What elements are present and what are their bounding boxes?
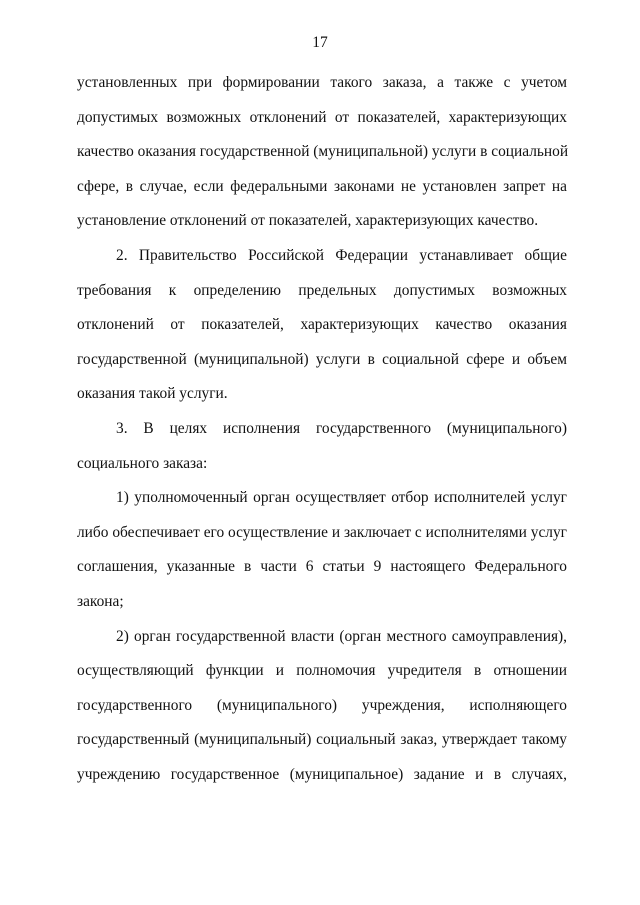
text-line: установление отклонений от показателей, характеризующих качество. [77, 212, 539, 230]
text-line: сфере, в случае, если федеральными законами не установлен запрет на [77, 177, 567, 195]
text-line: 3. В целях исполнения государственного (муниципального) [116, 419, 567, 437]
text-line: 1) уполномоченный орган осуществляет отбор исполнителей услуг [116, 489, 567, 507]
page-number: 17 [312, 34, 328, 51]
text-line: допустимых возможных отклонений от показателей, характеризующих [77, 108, 567, 126]
text-line: государственный (муниципальный) социальный заказ, утверждает такому [77, 731, 567, 749]
paragraph-item-2 [77, 239, 567, 412]
text-line: социального заказа: [77, 454, 208, 472]
text-line: либо обеспечивает его осуществление и заключает с исполнителями услуг [77, 523, 567, 541]
text-line: осуществляющий функции и полномочия учредителя в отношении [77, 662, 567, 680]
paragraph-subitem-2 [77, 620, 567, 793]
document-body [77, 66, 567, 792]
paragraph-continuation [77, 66, 567, 239]
text-line: качество оказания государственной (муниципальной) услуги в социальной [77, 143, 569, 161]
text-line: 2) орган государственной власти (орган местного самоуправления), [116, 627, 567, 645]
paragraph-item-3 [77, 412, 567, 481]
text-line: оказания такой услуги. [77, 385, 228, 403]
text-line: государственного (муниципального) учреждения, исполняющего [77, 696, 567, 714]
text-line: отклонений от показателей, характеризующих качество оказания [77, 316, 567, 334]
text-line: установленных при формировании такого заказа, а также с учетом [77, 74, 567, 91]
text-line: 2. Правительство Российской Федерации устанавливает общие [116, 246, 567, 264]
text-line: требования к определению предельных допустимых возможных [77, 281, 567, 299]
text-line: государственной (муниципальной) услуги в социальной сфере и объем [77, 350, 567, 368]
text-line: соглашения, указанные в части 6 статьи 9 настоящего Федерального [77, 558, 567, 576]
paragraph-subitem-1 [77, 481, 567, 619]
text-line: закона; [77, 592, 124, 610]
text-line: учреждению государственное (муниципальное) задание и в случаях, [77, 765, 567, 783]
